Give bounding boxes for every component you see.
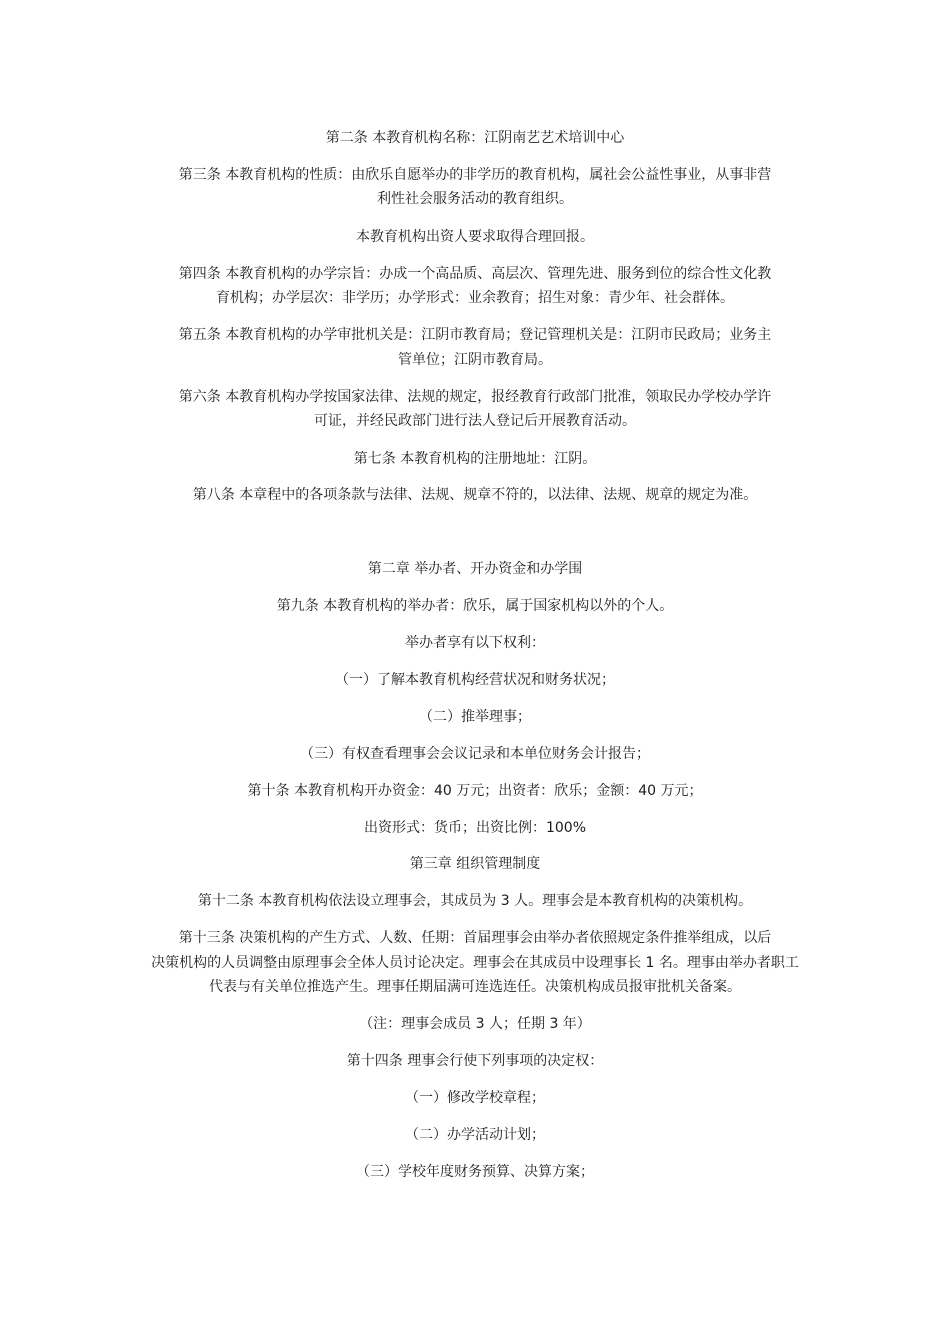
board-note: （注：理事会成员 3 人；任期 3 年） <box>359 1016 591 1032</box>
chapter-3-heading: 第三章 组织管理制度 <box>409 856 541 872</box>
article-8: 第八条 本章程中的各项条款与法律、法规、规章不符的，以法律、法规、规章的规定为准。 <box>192 487 758 503</box>
funding-form: 出资形式：货币；出资比例：100% <box>363 820 587 836</box>
founder-right-3: （三）有权查看理事会会议记录和本单位财务会计报告； <box>300 746 650 762</box>
article-14: 第十四条 理事会行使下列事项的决定权： <box>346 1053 604 1069</box>
article-4-line-2: 育机构；办学层次：非学历；办学形式：业余教育；招生对象：青少年、社会群体。 <box>216 290 734 306</box>
article-2: 第二条 本教育机构名称：江阴南艺艺术培训中心 <box>325 130 625 146</box>
article-13-line-2: 决策机构的人员调整由原理事会全体人员讨论决定。理事会在其成员中设理事长 1 名。理事由举办者职工 <box>151 955 799 971</box>
article-10: 第十条 本教育机构开办资金：40 万元；出资者：欣乐；金额：40 万元； <box>247 783 703 799</box>
article-9: 第九条 本教育机构的举办者：欣乐，属于国家机构以外的个人。 <box>276 598 674 614</box>
board-power-2: （二）办学活动计划； <box>405 1127 545 1143</box>
board-power-3: （三）学校年度财务预算、决算方案； <box>356 1164 594 1180</box>
article-6-line-2: 可证，并经民政部门进行法人登记后开展教育活动。 <box>314 413 636 429</box>
article-5-line-1: 第五条 本教育机构的办学审批机关是：江阴市教育局；登记管理机关是：江阴市民政局；业务主 <box>178 327 772 343</box>
article-5-line-2: 管单位；江阴市教育局。 <box>398 352 552 368</box>
article-13-line-1: 第十三条 决策机构的产生方式、人数、任期：首届理事会由举办者依照规定条件推举组成，以后 <box>178 930 772 946</box>
article-7: 第七条 本教育机构的注册地址：江阴。 <box>353 451 597 467</box>
article-4-line-1: 第四条 本教育机构的办学宗旨：办成一个高品质、高层次、管理先进、服务到位的综合性文化教 <box>178 266 772 282</box>
chapter-2-heading: 第二章 举办者、开办资金和办学围 <box>367 561 583 577</box>
article-3-line-3: 本教育机构出资人要求取得合理回报。 <box>356 229 594 245</box>
founder-right-2: （二）推举理事； <box>419 709 531 725</box>
article-3-line-2: 利性社会服务活动的教育组织。 <box>377 191 573 207</box>
article-3-line-1: 第三条 本教育机构的性质：由欣乐自愿举办的非学历的教育机构，属社会公益性事业，从事非营 <box>178 167 772 183</box>
article-12: 第十二条 本教育机构依法设立理事会，其成员为 3 人。理事会是本教育机构的决策机构。 <box>197 893 753 909</box>
board-power-1: （一）修改学校章程； <box>405 1090 545 1106</box>
article-13-line-3: 代表与有关单位推选产生。理事任期届满可连选连任。决策机构成员报审批机关备案。 <box>209 979 741 995</box>
founder-right-1: （一）了解本教育机构经营状况和财务状况； <box>335 672 615 688</box>
article-6-line-1: 第六条 本教育机构办学按国家法律、法规的规定，报经教育行政部门批准，领取民办学校办学许 <box>178 389 772 405</box>
founder-rights-heading: 举办者享有以下权利： <box>405 635 545 651</box>
